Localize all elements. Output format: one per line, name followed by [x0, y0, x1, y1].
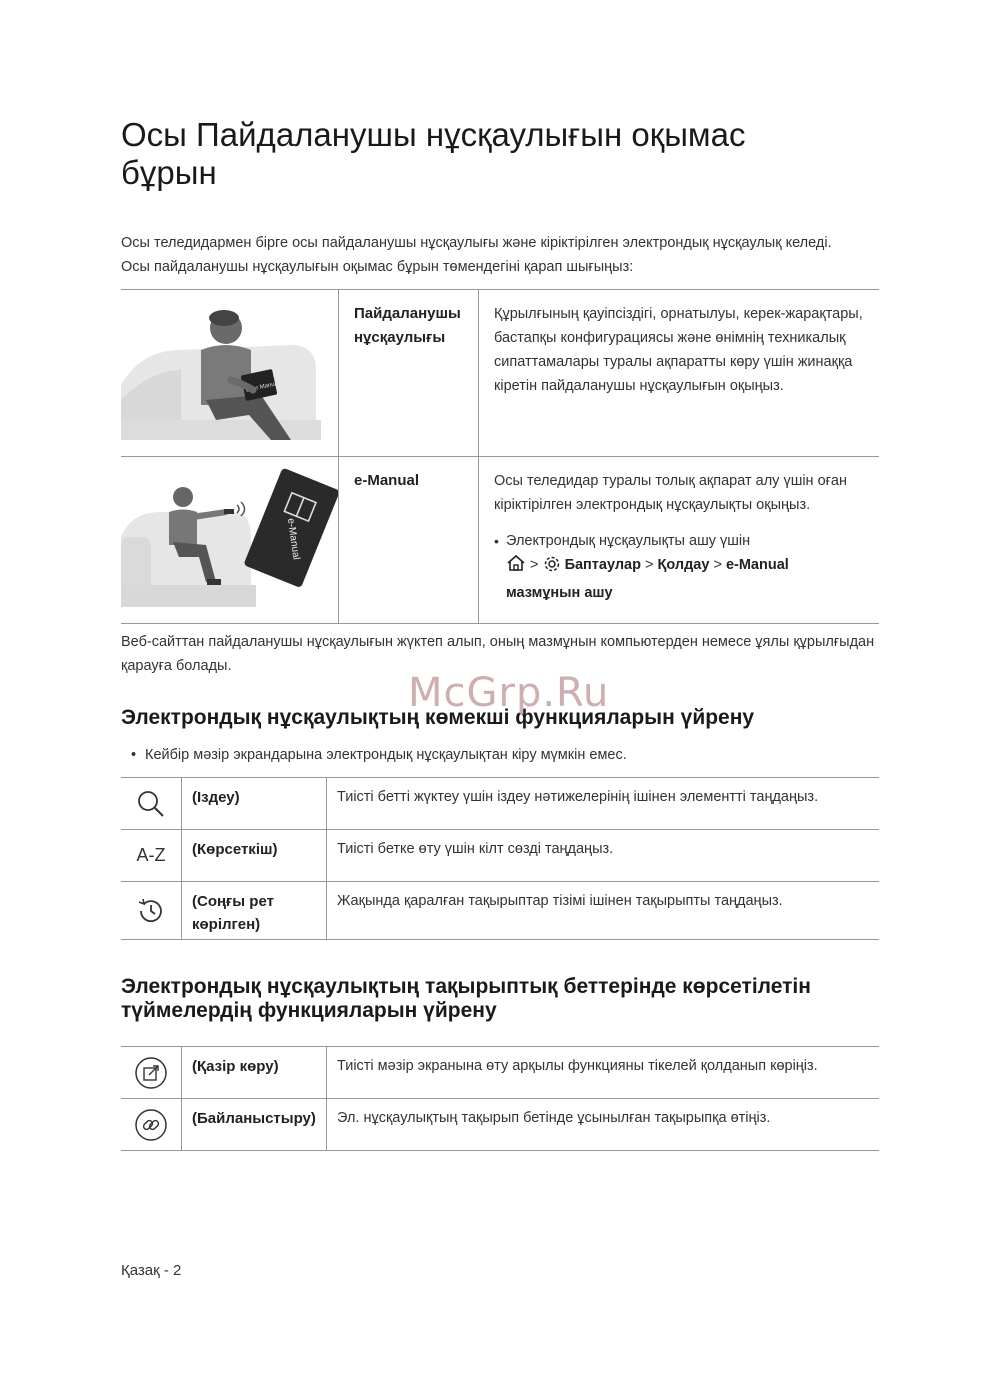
- user-manual-desc: [479, 290, 879, 456]
- bullet-dot: •: [131, 747, 137, 763]
- manual-row-emanual: [121, 457, 879, 624]
- bullet-dot: •: [494, 533, 499, 549]
- try-now-icon: [121, 1047, 182, 1098]
- history-icon: [121, 882, 182, 939]
- manual-row-user: [121, 290, 879, 457]
- book-label: User Manual: [245, 380, 280, 394]
- search-desc: Тиісті бетті жүктеу үшін іздеу нәтижелерінің ішінен элементті таңдаңыз.: [337, 789, 819, 805]
- home-icon: [506, 553, 526, 581]
- tv-label: e-Manual: [284, 517, 302, 561]
- user-manual-desc-text: Құрылғының қауіпсіздігі, орнатылуы, керек-жарақтары, бастапқы конфигурациясы және өнімнің техникалық сипаттамалары туралы ақпаратты көру үшін жинаққа кіретін пайдаланушы нұсқаулығын оқыңыз.: [494, 306, 863, 394]
- emanual-desc-text: Осы теледидар туралы толық ақпарат алу үшін оған кіріктірілген электрондық нұсқаулықты оқыңыз.: [494, 473, 848, 513]
- link-name: (Байланыстыру): [182, 1099, 327, 1150]
- emanual-path: [506, 529, 789, 605]
- index-name: (Көрсеткіш): [182, 830, 327, 881]
- table-row: [121, 778, 879, 830]
- link-icon: [121, 1099, 182, 1150]
- search-name: (Іздеу): [182, 778, 327, 829]
- try-now-name: (Қазір көру): [182, 1047, 327, 1098]
- path-open: мазмұнын ашу: [506, 585, 613, 601]
- path-sep-1: >: [530, 557, 539, 573]
- helper-functions-table: [121, 777, 879, 940]
- a-z-index-icon: [121, 830, 182, 881]
- intro-line-2: Осы пайдаланушы нұсқаулығын оқымас бұрын төмендегіні қарап шығыңыз:: [121, 259, 634, 275]
- topic-buttons-table: [121, 1046, 879, 1151]
- emanual-illustration: [121, 457, 339, 623]
- path-sep-3: >: [713, 557, 722, 573]
- emanual-desc: [479, 457, 879, 623]
- manuals-table: [121, 289, 879, 624]
- watermark: McGrp.Ru: [408, 670, 610, 716]
- table-row: [121, 1047, 879, 1099]
- table-row: [121, 830, 879, 882]
- path-settings: Баптаулар: [564, 557, 641, 573]
- table-row: [121, 1099, 879, 1151]
- try-now-desc: Тиісті мәзір экранына өту арқылы функцияны тікелей қолданып көріңіз.: [337, 1058, 818, 1074]
- emanual-bullet: [494, 529, 869, 605]
- index-desc: Тиісті бетке өту үшін кілт сөзді таңдаңыз.: [337, 841, 614, 857]
- web-download-note: Веб-сайттан пайдаланушы нұсқаулығын жүктеп алып, оның мазмұнын компьютерден немесе ұялы құрылғыдан қарауға болады.: [121, 634, 875, 674]
- path-emanual: e-Manual: [725, 557, 789, 573]
- emanual-name: e-Manual: [339, 457, 479, 623]
- search-icon: [121, 778, 182, 829]
- section2-heading: Электрондық нұсқаулықтың тақырыптық беттерінде көрсетілетін түймелердің функцияларын үйрену: [121, 975, 811, 1022]
- page-footer: Қазақ - 2: [121, 1262, 182, 1279]
- link-desc: Эл. нұсқаулықтың тақырып бетінде ұсынылған тақырыпқа өтіңіз.: [337, 1110, 771, 1126]
- path-support: Қолдау: [657, 557, 710, 573]
- recent-desc: Жақында қаралған тақырыптар тізімі ішінен тақырыпты таңдаңыз.: [337, 893, 783, 909]
- user-manual-name: Пайдаланушы нұсқаулығы: [339, 290, 479, 456]
- path-sep-2: >: [645, 557, 654, 573]
- user-manual-illustration: [121, 290, 339, 456]
- a-z-icon-text: A-Z: [136, 845, 166, 865]
- section1-note-text: Кейбір мәзір экрандарына электрондық нұсқаулықтан кіру мүмкін емес.: [145, 747, 627, 763]
- table-row: [121, 882, 879, 940]
- emanual-bullet-text: Электрондық нұсқаулықты ашу үшін: [506, 533, 751, 549]
- intro-line-1: Осы теледидармен бірге осы пайдаланушы нұсқаулығы және кіріктірілген электрондық нұсқаулық келеді.: [121, 235, 832, 251]
- section1-note: [121, 743, 627, 767]
- page-title: Осы Пайдаланушы нұсқаулығын оқымас бұрын: [121, 116, 746, 191]
- settings-gear-icon: [543, 555, 561, 581]
- intro: [121, 231, 879, 279]
- recent-name: (Соңғы рет көрілген): [182, 882, 327, 939]
- section1-heading: Электрондық нұсқаулықтың көмекші функцияларын үйрену: [121, 706, 755, 729]
